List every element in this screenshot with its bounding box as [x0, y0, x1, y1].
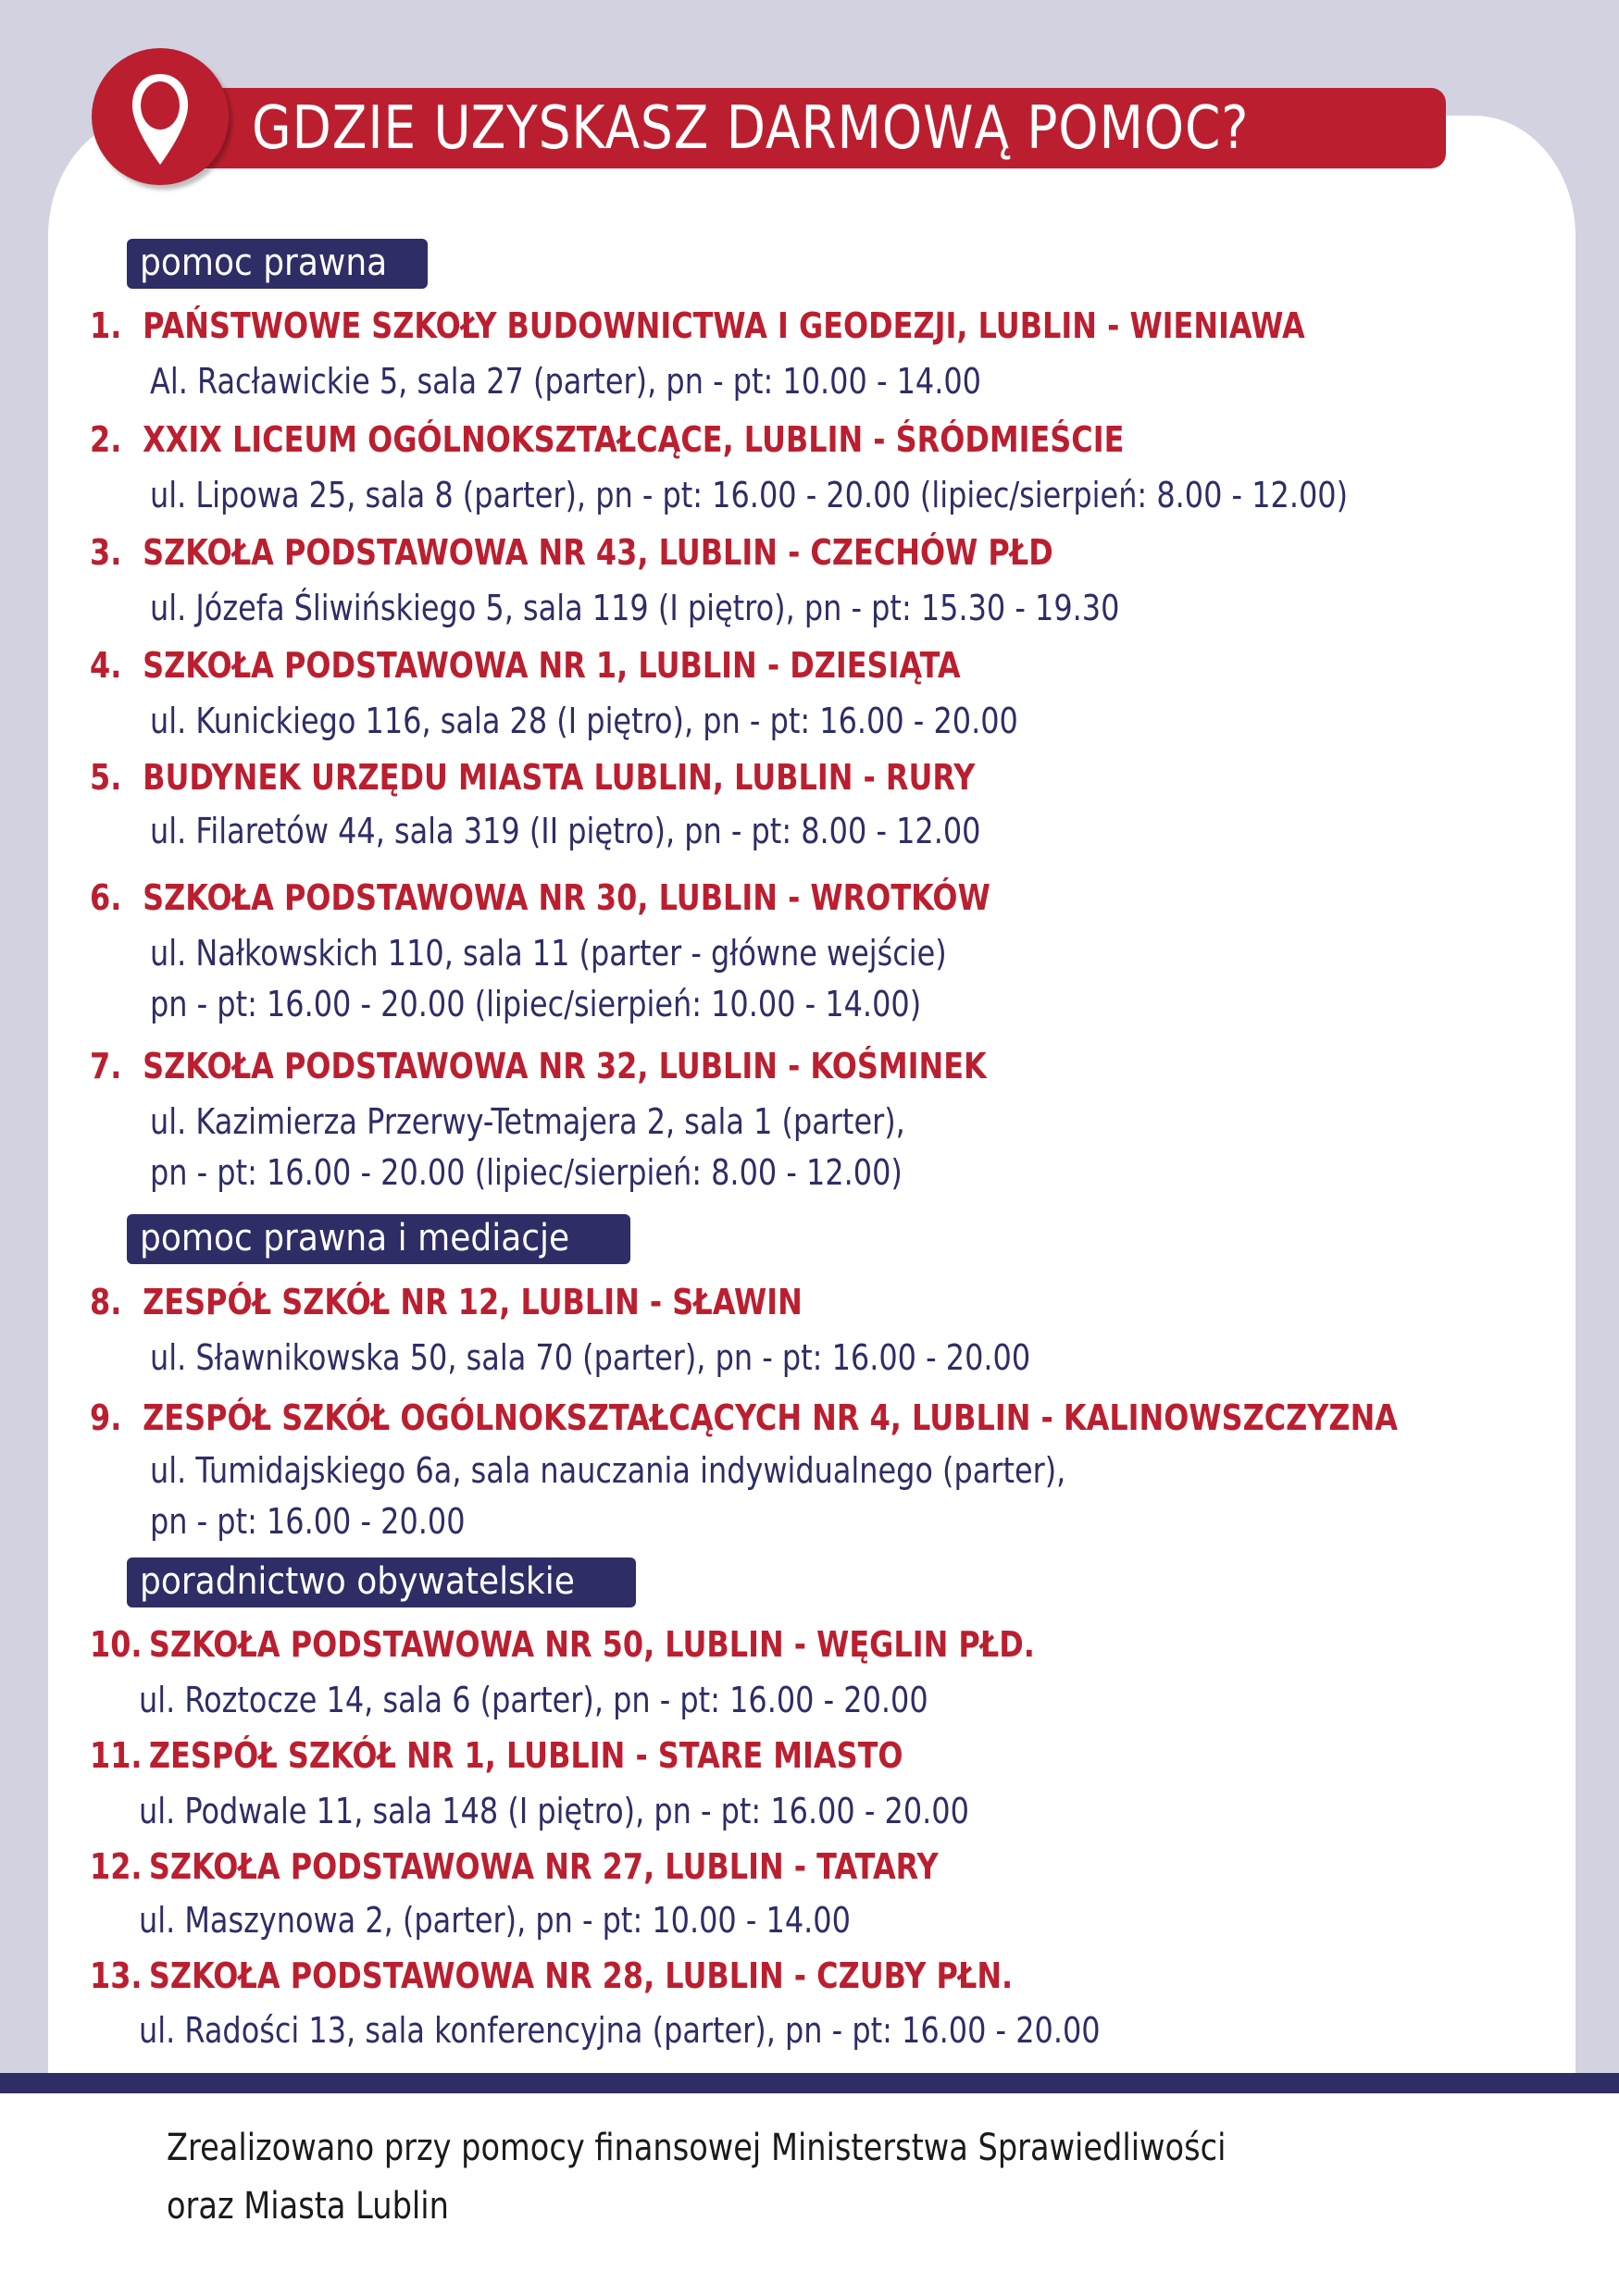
- location-address: Al. Racławickie 5, sala 27 (parter), pn - pt: 10.00 - 14.00: [150, 361, 981, 402]
- footer-credit-line: Zrealizowano przy pomocy finansowej Ministerstwa Sprawiedliwości: [167, 2127, 1227, 2169]
- location-address: ul. Nałkowskich 110, sala 11 (parter - główne wejście): [150, 933, 947, 974]
- section-badge-poradnictwo-obywatelskie: poradnictwo obywatelskie: [127, 1558, 636, 1607]
- location-address: ul. Józefa Śliwińskiego 5, sala 119 (I piętro), pn - pt: 15.30 - 19.30: [150, 588, 1120, 628]
- location-title: 8. ZESPÓŁ SZKÓŁ NR 12, LUBLIN - SŁAWIN: [90, 1282, 803, 1322]
- location-address: ul. Radości 13, sala konferencyjna (parter), pn - pt: 16.00 - 20.00: [139, 2010, 1101, 2051]
- location-title: 6. SZKOŁA PODSTAWOWA NR 30, LUBLIN - WROTKÓW: [90, 877, 990, 918]
- location-hours: pn - pt: 16.00 - 20.00: [150, 1501, 466, 1542]
- location-title: 12. SZKOŁA PODSTAWOWA NR 27, LUBLIN - TATARY: [90, 1846, 939, 1887]
- section-badge-pomoc-prawna-i-mediacje: pomoc prawna i mediacje: [127, 1214, 630, 1264]
- location-title: 13. SZKOŁA PODSTAWOWA NR 28, LUBLIN - CZUBY PŁN.: [90, 1955, 1014, 1996]
- location-title: 3. SZKOŁA PODSTAWOWA NR 43, LUBLIN - CZECHÓW PŁD: [90, 532, 1053, 573]
- location-title: 9. ZESPÓŁ SZKÓŁ OGÓLNOKSZTAŁCĄCYCH NR 4, LUBLIN - KALINOWSZCZYZNA: [90, 1397, 1398, 1438]
- location-address: ul. Lipowa 25, sala 8 (parter), pn - pt: 16.00 - 20.00 (lipiec/sierpień: 8.00 - 12.00): [150, 475, 1349, 515]
- location-title: 10. SZKOŁA PODSTAWOWA NR 50, LUBLIN - WĘGLIN PŁD.: [90, 1624, 1035, 1665]
- footer-divider: [0, 2073, 1619, 2093]
- location-address: ul. Roztocze 14, sala 6 (parter), pn - pt: 16.00 - 20.00: [139, 1680, 928, 1720]
- location-address: ul. Kazimierza Przerwy-Tetmajera 2, sala 1 (parter),: [150, 1101, 905, 1142]
- content-card: [48, 116, 1575, 2073]
- location-title: 2. XXIX LICEUM OGÓLNOKSZTAŁCĄCE, LUBLIN - ŚRÓDMIEŚCIE: [90, 419, 1125, 460]
- location-address: ul. Kunickiego 116, sala 28 (I piętro), pn - pt: 16.00 - 20.00: [150, 701, 1018, 741]
- location-address: ul. Podwale 11, sala 148 (I piętro), pn - pt: 16.00 - 20.00: [139, 1791, 969, 1831]
- location-address: ul. Filaretów 44, sala 319 (II piętro), pn - pt: 8.00 - 12.00: [150, 811, 981, 851]
- location-title: 7. SZKOŁA PODSTAWOWA NR 32, LUBLIN - KOŚMINEK: [90, 1046, 987, 1086]
- location-address: ul. Tumidajskiego 6a, sala nauczania indywidualnego (parter),: [150, 1450, 1066, 1491]
- page-title: GDZIE UZYSKASZ DARMOWĄ POMOC?: [252, 94, 1250, 163]
- footer-credit-line: oraz Miasta Lublin: [167, 2185, 449, 2228]
- location-title: 5. BUDYNEK URZĘDU MIASTA LUBLIN, LUBLIN - RURY: [90, 757, 976, 798]
- map-pin-glyph: [92, 48, 229, 185]
- location-address: ul. Maszynowa 2, (parter), pn - pt: 10.00 - 14.00: [139, 1900, 851, 1941]
- location-hours: pn - pt: 16.00 - 20.00 (lipiec/sierpień: 10.00 - 14.00): [150, 984, 922, 1024]
- map-pin-icon: [92, 48, 229, 185]
- location-address: ul. Sławnikowska 50, sala 70 (parter), pn - pt: 16.00 - 20.00: [150, 1337, 1031, 1378]
- location-title: 1. PAŃSTWOWE SZKOŁY BUDOWNICTWA I GEODEZJI, LUBLIN - WIENIAWA: [90, 305, 1305, 346]
- location-hours: pn - pt: 16.00 - 20.00 (lipiec/sierpień: 8.00 - 12.00): [150, 1152, 903, 1193]
- section-badge-pomoc-prawna: pomoc prawna: [127, 239, 428, 289]
- location-title: 4. SZKOŁA PODSTAWOWA NR 1, LUBLIN - DZIESIĄTA: [90, 645, 961, 686]
- location-title: 11. ZESPÓŁ SZKÓŁ NR 1, LUBLIN - STARE MIASTO: [90, 1735, 903, 1776]
